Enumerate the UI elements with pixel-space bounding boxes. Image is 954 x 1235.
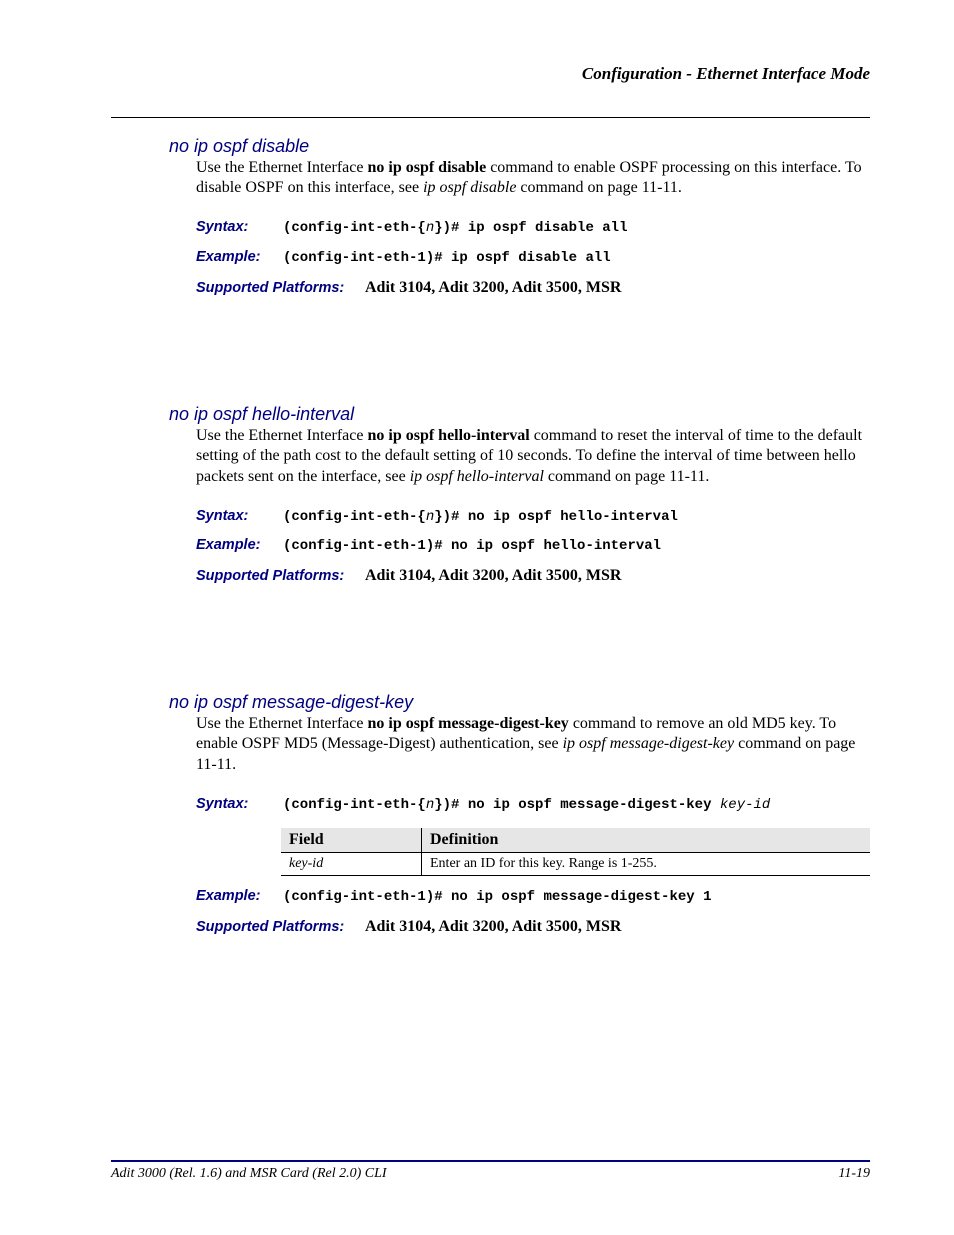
cross-reference: ip ospf message-digest-key [562, 735, 735, 753]
syntax-argument: key-id [719, 797, 771, 813]
syntax-code: (config-int-eth-{n})# no ip ospf hello-interval [283, 509, 678, 525]
header-rule [111, 117, 870, 118]
command-name: no ip ospf message-digest-key [367, 715, 569, 732]
footer-rule [111, 1160, 870, 1162]
syntax-variable: n [425, 797, 435, 813]
platforms-label: Supported Platforms: [196, 280, 345, 296]
platforms-value: Adit 3104, Adit 3200, Adit 3500, MSR [365, 918, 622, 935]
section-title: no ip ospf hello-interval [169, 404, 355, 424]
section-title: no ip ospf disable [169, 136, 310, 156]
example-label: Example: [196, 537, 261, 553]
syntax-code: (config-int-eth-{n})# ip ospf disable all [283, 220, 628, 236]
syntax-label: Syntax: [196, 219, 249, 235]
syntax-variable: n [425, 509, 435, 525]
example-code: (config-int-eth-1)# ip ospf disable all [283, 250, 611, 266]
column-header: Field [281, 828, 422, 853]
table-cell-definition: Enter an ID for this key. Range is 1-255. [422, 853, 871, 876]
table-header-row [281, 828, 870, 853]
cross-reference: ip ospf disable [423, 179, 517, 197]
command-name: no ip ospf hello-interval [367, 427, 530, 444]
footer-doc-title: Adit 3000 (Rel. 1.6) and MSR Card (Rel 2.0) CLI [111, 1166, 387, 1181]
platforms-label: Supported Platforms: [196, 568, 345, 584]
table-cell-field: key-id [281, 853, 422, 876]
page-header-title: Configuration - Ethernet Interface Mode [581, 64, 870, 83]
cross-reference: ip ospf hello-interval [409, 467, 544, 485]
column-header: Definition [422, 828, 871, 853]
syntax-label: Syntax: [196, 796, 249, 812]
platforms-value: Adit 3104, Adit 3200, Adit 3500, MSR [365, 279, 622, 296]
example-code: (config-int-eth-1)# no ip ospf hello-interval [283, 538, 662, 554]
page-number: 11-19 [838, 1166, 870, 1181]
platforms-label: Supported Platforms: [196, 919, 345, 935]
command-name: no ip ospf disable [367, 159, 487, 176]
description-paragraph: Use the Ethernet Interface no ip ospf disable command to enable OSPF processing on this interface. To disable OSPF on this interface, see ip ospf disable command on page 11-11. [196, 159, 862, 197]
table-row [281, 853, 870, 876]
description-paragraph: Use the Ethernet Interface no ip ospf message-digest-key command to remove an old MD5 key. To enable OSPF MD5 (Message-Digest) authentication, see ip ospf message-digest-key command on page 11-11. [196, 715, 856, 773]
syntax-code: (config-int-eth-{n})# no ip ospf message-digest-key key-id [283, 797, 771, 813]
syntax-variable: n [425, 220, 435, 236]
platforms-value: Adit 3104, Adit 3200, Adit 3500, MSR [365, 567, 622, 584]
field-definition-table [281, 828, 870, 876]
section-title: no ip ospf message-digest-key [169, 692, 414, 712]
syntax-label: Syntax: [196, 508, 249, 524]
example-label: Example: [196, 249, 261, 265]
description-paragraph: Use the Ethernet Interface no ip ospf hello-interval command to reset the interval of time to the default setting of the path cost to the default setting of 10 seconds. To define the interval of time between hello packets sent on the interface, see ip ospf hello-interval command on page 11-11. [196, 427, 863, 485]
example-code: (config-int-eth-1)# no ip ospf message-digest-key 1 [283, 889, 712, 905]
example-label: Example: [196, 888, 261, 904]
